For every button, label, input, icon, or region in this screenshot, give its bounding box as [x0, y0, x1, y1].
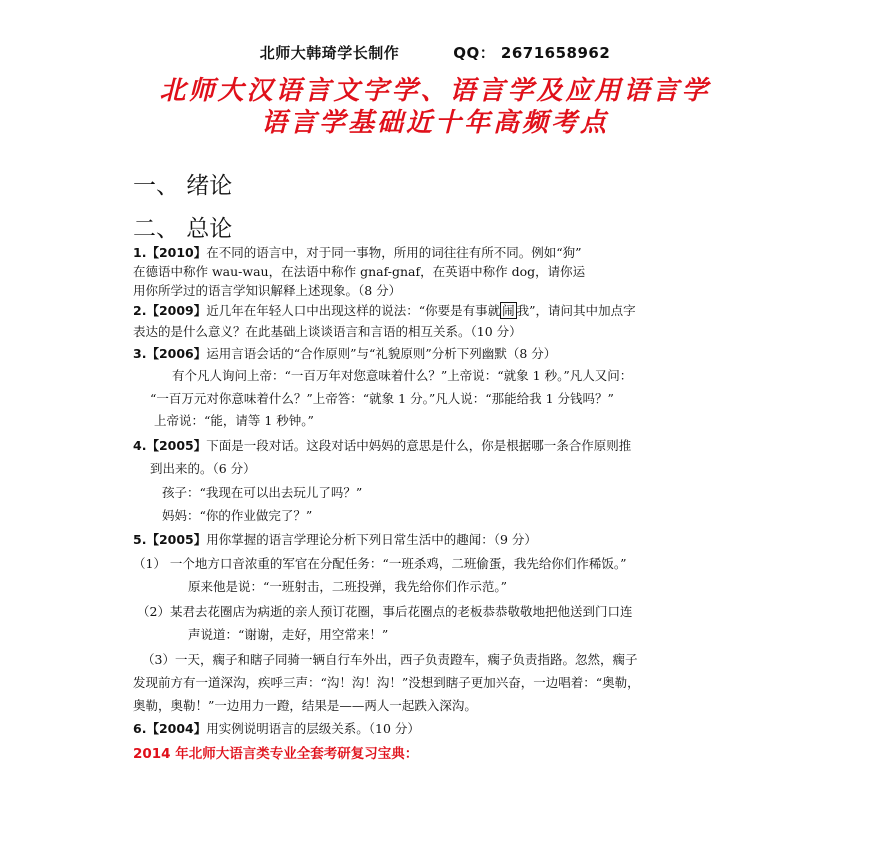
document-title-line-1: 北师大汉语言文字学、语言学及应用语言学: [159, 76, 711, 106]
question-3-line-3: “一百万元对你意味着什么？”上帝答：“就象 1 分。”凡人说：“那能给我 1 分钱吗？”: [150, 391, 614, 406]
question-1-line-2: 在德语中称作 wau-wau，在法语中称作 gnaf-gnaf，在英语中称作 dog，请你运: [133, 264, 586, 279]
question-2-number: 2.【2009】: [133, 303, 207, 318]
anecdote-3-line-2: 发现前方有一道深沟，疾呼三声：“沟！沟！沟！”没想到瞎子更加兴奋，一边唱着：“奥勒，: [133, 675, 640, 690]
question-3-line-1: 3.【2006】运用言语会话的“合作原则”与“礼貌原则”分析下列幽默（8 分）: [133, 346, 557, 361]
question-4-number: 4.【2005】: [133, 438, 207, 453]
question-5-line-1: 5.【2005】用你掌握的语言学理论分析下列日常生活中的趣闻：（9 分）: [133, 532, 537, 547]
author-credit: 北师大韩琦学长制作: [259, 44, 400, 62]
question-4-line-3: 孩子：“我现在可以出去玩儿了吗？”: [162, 485, 363, 500]
qq-contact: QQ： 2671658962: [453, 44, 611, 62]
page-header: [0, 42, 870, 63]
anecdote-3-line-1: （3）一天，瘸子和瞎子同骑一辆自行车外出，西子负责蹬车，瘸子负责指路。忽然，瘸子: [142, 652, 638, 667]
promo-heading: 2014 年北师大语言类专业全套考研复习宝典：: [133, 746, 419, 762]
question-6-line-1: 6.【2004】用实例说明语言的层级关系。（10 分）: [133, 721, 420, 736]
question-2-line-2: 表达的是什么意义？在此基础上谈谈语言和言语的相互关系。（10 分）: [133, 324, 522, 339]
anecdote-1-line-2: 原来他是说：“一班射击，二班投弹，我先给你们作示范。”: [188, 579, 508, 594]
question-4-line-1: 4.【2005】下面是一段对话。这段对话中妈妈的意思是什么，你是根据哪一条合作原则推: [133, 438, 632, 453]
question-3-line-4: 上帝说：“能，请等 1 秒钟。”: [154, 413, 314, 428]
question-4-line-2: 到出来的。（6 分）: [150, 461, 256, 476]
document-title-line-2: 语言学基础近十年高频考点: [260, 108, 609, 138]
question-3-number: 3.【2006】: [133, 346, 207, 361]
anecdote-1-line-1: （1） 一个地方口音浓重的军官在分配任务：“一班杀鸡，二班偷蛋，我先给你们作稀饭。”: [133, 556, 627, 571]
question-1-number: 1.【2010】: [133, 245, 207, 260]
question-5-number: 5.【2005】: [133, 532, 207, 547]
section-heading-general: 二、 总论: [133, 216, 233, 242]
anecdote-2-line-1: （2）某君去花圈店为病逝的亲人预订花圈，事后花圈点的老板恭恭敬敬地把他送到门口连: [137, 604, 633, 619]
question-2-line-1: 2.【2009】近几年在年轻人口中出现这样的说法：“你要是有事就 闹 我”，请问其中加点字: [133, 303, 636, 318]
question-1-line-1: 1.【2010】在不同的语言中，对于同一事物，所用的词往往有所不同。例如“狗”: [133, 245, 582, 260]
question-4-line-4: 妈妈：“你的作业做完了？”: [162, 508, 313, 523]
question-6-number: 6.【2004】: [133, 721, 207, 736]
section-heading-intro: 一、 绪论: [133, 173, 233, 199]
anecdote-2-line-2: 声说道：“谢谢，走好，用空常来！”: [188, 627, 389, 642]
highlighted-character: 闹: [502, 303, 515, 318]
anecdote-3-line-3: 奥勒，奥勒！”一边用力一蹬，结果是——两人一起跌入深沟。: [133, 698, 477, 713]
question-3-line-2: 有个凡人询问上帝：“一百万年对您意味着什么？”上帝说：“就象 1 秒。”凡人又问：: [172, 368, 633, 383]
question-1-line-3: 用你所学过的语言学知识解释上述现象。（8 分）: [133, 283, 402, 298]
